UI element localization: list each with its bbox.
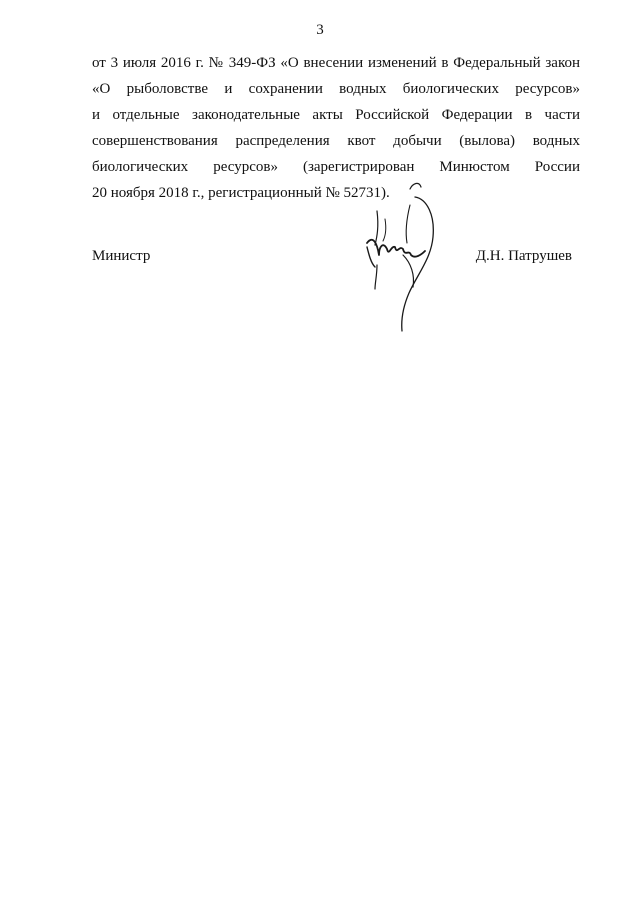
paragraph-line-4: совершенствования распределения квот добычи (вылова) водных: [92, 133, 580, 149]
paragraph-line-1: от 3 июля 2016 г. № 349-ФЗ «О внесении изменений в Федеральный закон: [92, 55, 580, 71]
body-paragraph: [92, 50, 580, 206]
paragraph-line-2: «О рыболовстве и сохранении водных биологических ресурсов»: [92, 81, 580, 97]
paragraph-line-6: 20 ноября 2018 г., регистрационный № 52731).: [92, 185, 390, 201]
page-number: 3: [316, 22, 324, 38]
signatory-title: Министр: [92, 248, 151, 264]
signatory-name: Д.Н. Патрушев: [475, 248, 572, 264]
handwritten-signature: [355, 175, 455, 335]
paragraph-line-3: и отдельные законодательные акты Российской Федерации в части: [92, 107, 580, 123]
paragraph-line-5: биологических ресурсов» (зарегистрирован Минюстом России: [92, 159, 580, 175]
